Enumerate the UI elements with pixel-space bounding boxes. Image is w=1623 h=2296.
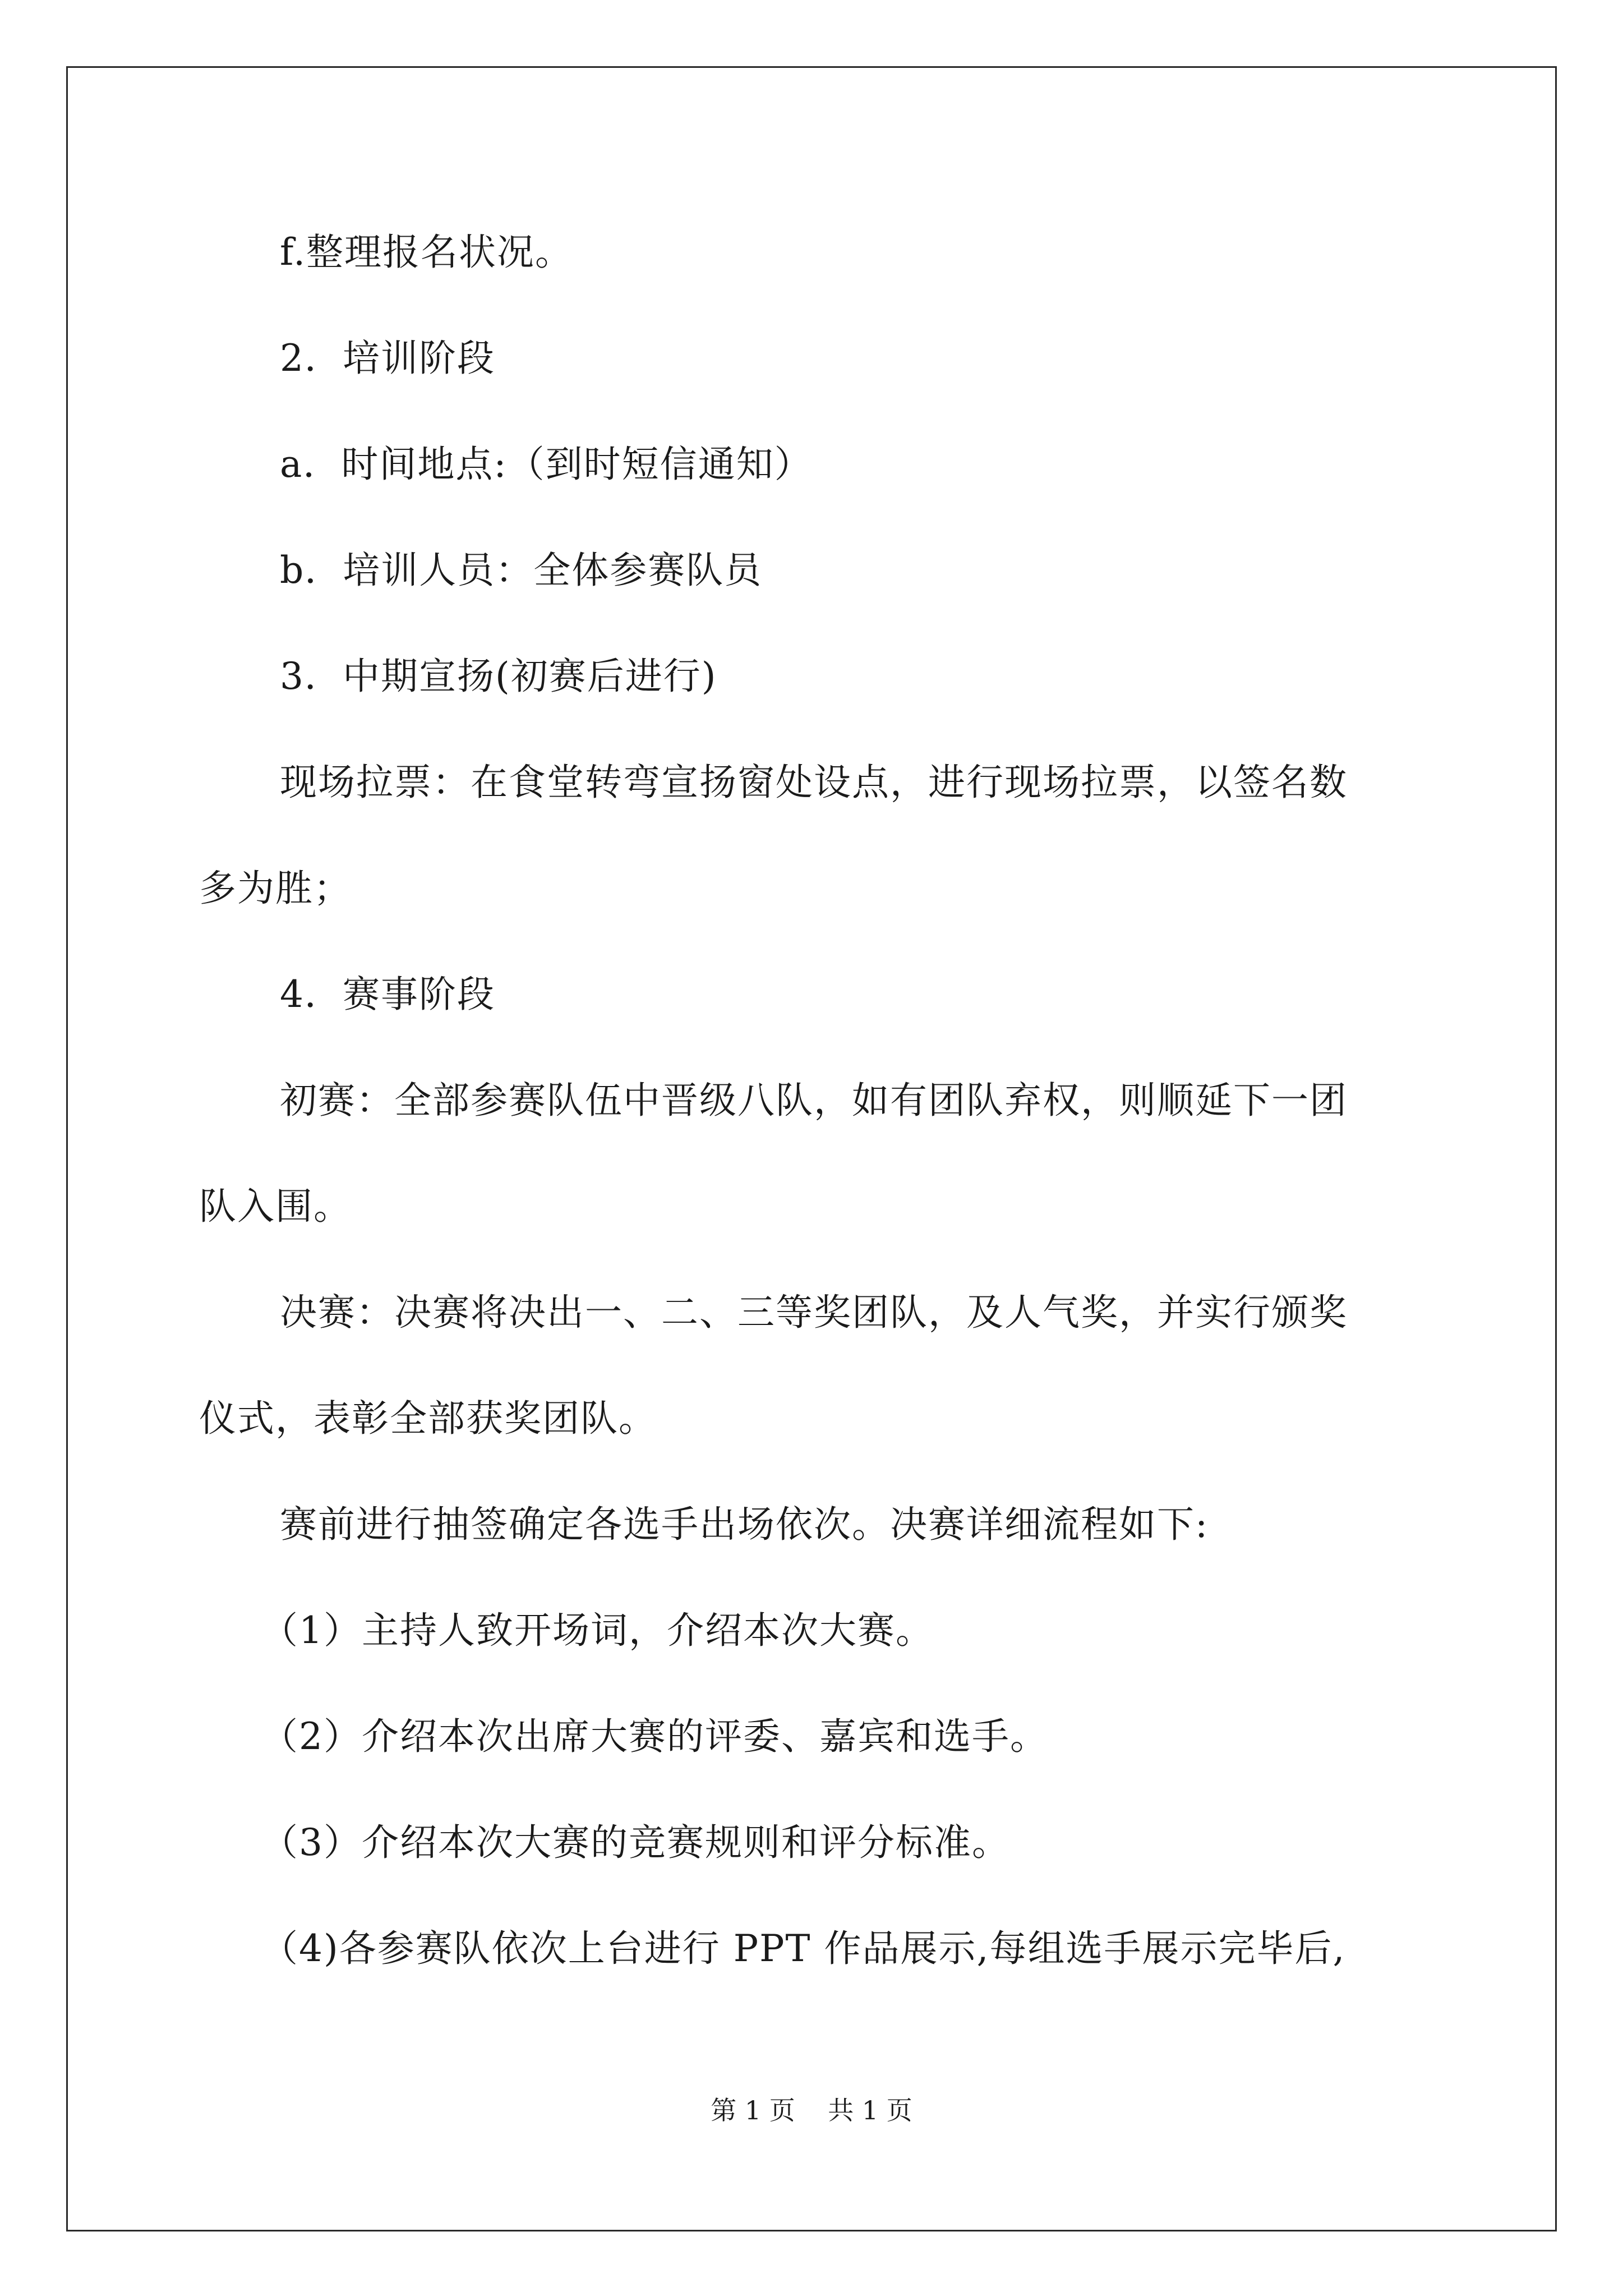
paragraph-contest-heading: 4．赛事阶段 — [280, 973, 495, 1016]
list-item-2: （2）介绍本次出席大赛的评委、嘉宾和选手。 — [261, 1715, 1048, 1758]
paragraph-prelim-line1: 初赛：全部参赛队伍中晋级八队，如有团队弃权，则顺延下一团 — [280, 1079, 1348, 1122]
document-body — [199, 199, 1433, 2001]
paragraph-training-heading: 2．培训阶段 — [280, 337, 495, 380]
paragraph-final-line2: 仪式，表彰全部获奖团队。 — [199, 1397, 657, 1440]
paragraph-prelim-line2: 队入围。 — [199, 1185, 352, 1228]
paragraph-training-time: a．时间地点:（到时短信通知） — [280, 443, 813, 486]
list-item-1: （1）主持人致开场词，介绍本次大赛。 — [261, 1609, 934, 1652]
paragraph-draw-order: 赛前进行抽签确定各选手出场依次。决赛详细流程如下: — [280, 1503, 1209, 1546]
paragraph-midterm-heading: 3．中期宣扬(初赛后进行) — [280, 655, 717, 698]
paragraph-final-line1: 决赛：决赛将决出一、二、三等奖团队，及人气奖，并实行颁奖 — [280, 1291, 1348, 1334]
paragraph-vote-line2: 多为胜； — [199, 867, 352, 910]
list-item-3: （3）介绍本次大赛的竞赛规则和评分标准。 — [261, 1821, 1010, 1864]
paragraph-registration: f.整理报名状况。 — [280, 231, 574, 274]
list-item-4: （4)各参赛队依次上台进行 PPT 作品展示,每组选手展示完毕后, — [261, 1927, 1346, 1970]
paragraph-training-people: b．培训人员：全体参赛队员 — [280, 549, 763, 592]
paragraph-vote-line1: 现场拉票：在食堂转弯宣扬窗处设点，进行现场拉票，以签名数 — [280, 761, 1348, 804]
page-footer: 第 1 页 共 1 页 — [711, 2095, 912, 2125]
